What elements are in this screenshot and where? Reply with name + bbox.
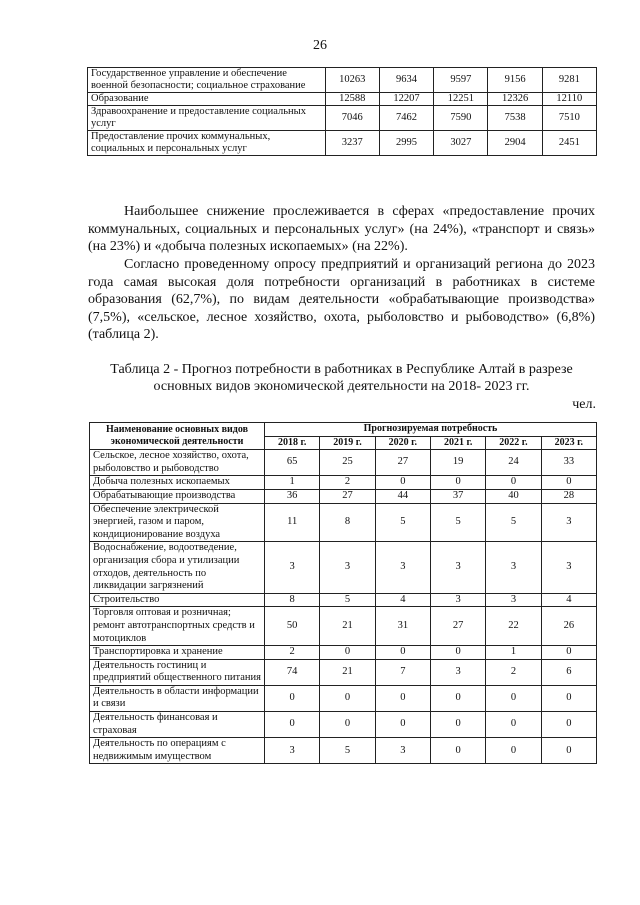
table-row [90, 489, 597, 503]
row-value: 8 [265, 593, 320, 607]
table-row [90, 646, 597, 660]
row-value: 74 [265, 659, 320, 685]
table-row [90, 476, 597, 490]
row-value: 19 [430, 450, 485, 476]
row-value: 3 [430, 542, 485, 593]
row-value: 5 [430, 503, 485, 542]
table-row [90, 712, 597, 738]
row-value: 3 [541, 503, 596, 542]
row-value: 7 [375, 659, 430, 685]
row-value: 9156 [488, 68, 542, 93]
table-row [88, 131, 597, 156]
table2-caption: Таблица 2 - Прогноз потребности в работниках в Республике Алтай в разрезе основных видов экономической деятельности на 2018- 2023 гг. [110, 362, 573, 394]
table2-header-row-1 [90, 423, 597, 437]
row-value: 9281 [542, 68, 596, 93]
row-value: 0 [430, 685, 485, 711]
row-value: 2904 [488, 131, 542, 156]
row-name: Сельское, лесное хозяйство, охота, рыболовство и рыбоводство [90, 450, 265, 476]
row-value: 3 [541, 542, 596, 593]
top-continuation-table [87, 67, 597, 156]
table-row [88, 106, 597, 131]
row-value: 0 [430, 646, 485, 660]
paragraph-1: Наибольшее снижение прослеживается в сферах «предоставление прочих коммунальных, социальных и персональных услуг» (на 24%), «транспорт и связь» (на 23%) и «добыча полезных ископаемых» (на 22%). [88, 204, 595, 255]
row-value: 27 [320, 489, 375, 503]
table2 [89, 422, 597, 764]
row-value: 33 [541, 450, 596, 476]
row-value: 50 [265, 607, 320, 646]
table-row [90, 593, 597, 607]
row-value: 12326 [488, 93, 542, 106]
table-row [88, 93, 597, 106]
row-value: 4 [541, 593, 596, 607]
row-name: Деятельность по операциям с недвижимым имуществом [90, 738, 265, 764]
row-value: 0 [486, 738, 541, 764]
row-value: 0 [541, 646, 596, 660]
row-value: 2995 [379, 131, 433, 156]
row-value: 0 [541, 685, 596, 711]
table-row [90, 450, 597, 476]
row-value: 44 [375, 489, 430, 503]
row-value: 0 [265, 685, 320, 711]
row-name: Государственное управление и обеспечение военной безопасности; социальное страхование [88, 68, 326, 93]
row-value: 2 [486, 659, 541, 685]
header-year: 2020 г. [375, 436, 430, 450]
page-number: 26 [313, 38, 327, 53]
row-value: 5 [486, 503, 541, 542]
row-value: 10263 [325, 68, 379, 93]
row-value: 3 [320, 542, 375, 593]
row-value: 12110 [542, 93, 596, 106]
header-year: 2019 г. [320, 436, 375, 450]
row-value: 3027 [434, 131, 488, 156]
row-value: 7538 [488, 106, 542, 131]
row-value: 5 [320, 738, 375, 764]
row-value: 3 [375, 738, 430, 764]
row-value: 0 [320, 685, 375, 711]
row-name: Образование [88, 93, 326, 106]
table-row [90, 607, 597, 646]
header-year: 2021 г. [430, 436, 485, 450]
row-value: 40 [486, 489, 541, 503]
header-year: 2023 г. [541, 436, 596, 450]
row-value: 11 [265, 503, 320, 542]
header-group: Прогнозируемая потребность [265, 423, 597, 437]
row-value: 4 [375, 593, 430, 607]
row-name: Добыча полезных ископаемых [90, 476, 265, 490]
row-value: 3 [430, 659, 485, 685]
row-value: 7590 [434, 106, 488, 131]
row-name: Обрабатывающие производства [90, 489, 265, 503]
row-name: Транспортировка и хранение [90, 646, 265, 660]
row-value: 3 [265, 542, 320, 593]
table-row [90, 738, 597, 764]
row-name: Деятельность в области информации и связи [90, 685, 265, 711]
row-value: 0 [320, 712, 375, 738]
paragraph-2: Согласно проведенному опросу предприятий и организаций региона до 2023 года самая высокая доля потребности организаций в работниках в системе образования (62,7%), по видам деятельности «обрабатывающие производства» (7,5%), «сельское, лесное хозяйство, охота, рыболовство и рыбоводство» (6,8%) (таблица 2). [88, 257, 595, 343]
row-name: Строительство [90, 593, 265, 607]
row-value: 0 [541, 712, 596, 738]
row-value: 1 [486, 646, 541, 660]
row-value: 0 [430, 712, 485, 738]
table-row [90, 685, 597, 711]
row-value: 27 [375, 450, 430, 476]
row-name: Предоставление прочих коммунальных, социальных и персональных услуг [88, 131, 326, 156]
row-value: 24 [486, 450, 541, 476]
row-value: 0 [430, 738, 485, 764]
row-value: 3 [265, 738, 320, 764]
row-value: 12207 [379, 93, 433, 106]
header-year: 2022 г. [486, 436, 541, 450]
row-value: 2451 [542, 131, 596, 156]
row-value: 3 [430, 593, 485, 607]
row-value: 0 [375, 646, 430, 660]
row-value: 21 [320, 607, 375, 646]
row-value: 7510 [542, 106, 596, 131]
row-value: 0 [541, 476, 596, 490]
row-name: Обеспечение электрической энергией, газом и паром, кондиционирование воздуха [90, 503, 265, 542]
row-value: 0 [430, 476, 485, 490]
row-value: 3 [486, 593, 541, 607]
row-value: 0 [265, 712, 320, 738]
row-value: 22 [486, 607, 541, 646]
row-value: 2 [320, 476, 375, 490]
row-value: 28 [541, 489, 596, 503]
row-value: 0 [541, 738, 596, 764]
row-value: 3237 [325, 131, 379, 156]
row-value: 5 [320, 593, 375, 607]
row-value: 3 [486, 542, 541, 593]
row-value: 26 [541, 607, 596, 646]
table-row [90, 542, 597, 593]
row-value: 0 [320, 646, 375, 660]
header-name: Наименование основных видов экономической деятельности [90, 423, 265, 450]
row-value: 0 [486, 476, 541, 490]
row-value: 0 [375, 476, 430, 490]
row-value: 12251 [434, 93, 488, 106]
row-value: 0 [375, 685, 430, 711]
row-name: Деятельность гостиниц и предприятий общественного питания [90, 659, 265, 685]
row-value: 6 [541, 659, 596, 685]
row-value: 5 [375, 503, 430, 542]
table-row [88, 68, 597, 93]
table2-unit: чел. [572, 397, 596, 412]
row-name: Деятельность финансовая и страховая [90, 712, 265, 738]
row-value: 2 [265, 646, 320, 660]
row-value: 0 [486, 685, 541, 711]
row-value: 21 [320, 659, 375, 685]
table-row [90, 503, 597, 542]
row-value: 7046 [325, 106, 379, 131]
header-year: 2018 г. [265, 436, 320, 450]
row-value: 37 [430, 489, 485, 503]
row-value: 31 [375, 607, 430, 646]
row-value: 65 [265, 450, 320, 476]
row-value: 1 [265, 476, 320, 490]
row-value: 0 [375, 712, 430, 738]
row-name: Водоснабжение, водоотведение, организация сбора и утилизации отходов, деятельность по ликвидации загрязнений [90, 542, 265, 593]
row-value: 9597 [434, 68, 488, 93]
row-value: 0 [486, 712, 541, 738]
row-value: 12588 [325, 93, 379, 106]
row-value: 8 [320, 503, 375, 542]
table-row [90, 659, 597, 685]
row-name: Торговля оптовая и розничная; ремонт автотранспортных средств и мотоциклов [90, 607, 265, 646]
row-value: 9634 [379, 68, 433, 93]
row-value: 3 [375, 542, 430, 593]
row-name: Здравоохранение и предоставление социальных услуг [88, 106, 326, 131]
row-value: 7462 [379, 106, 433, 131]
row-value: 27 [430, 607, 485, 646]
row-value: 25 [320, 450, 375, 476]
row-value: 36 [265, 489, 320, 503]
